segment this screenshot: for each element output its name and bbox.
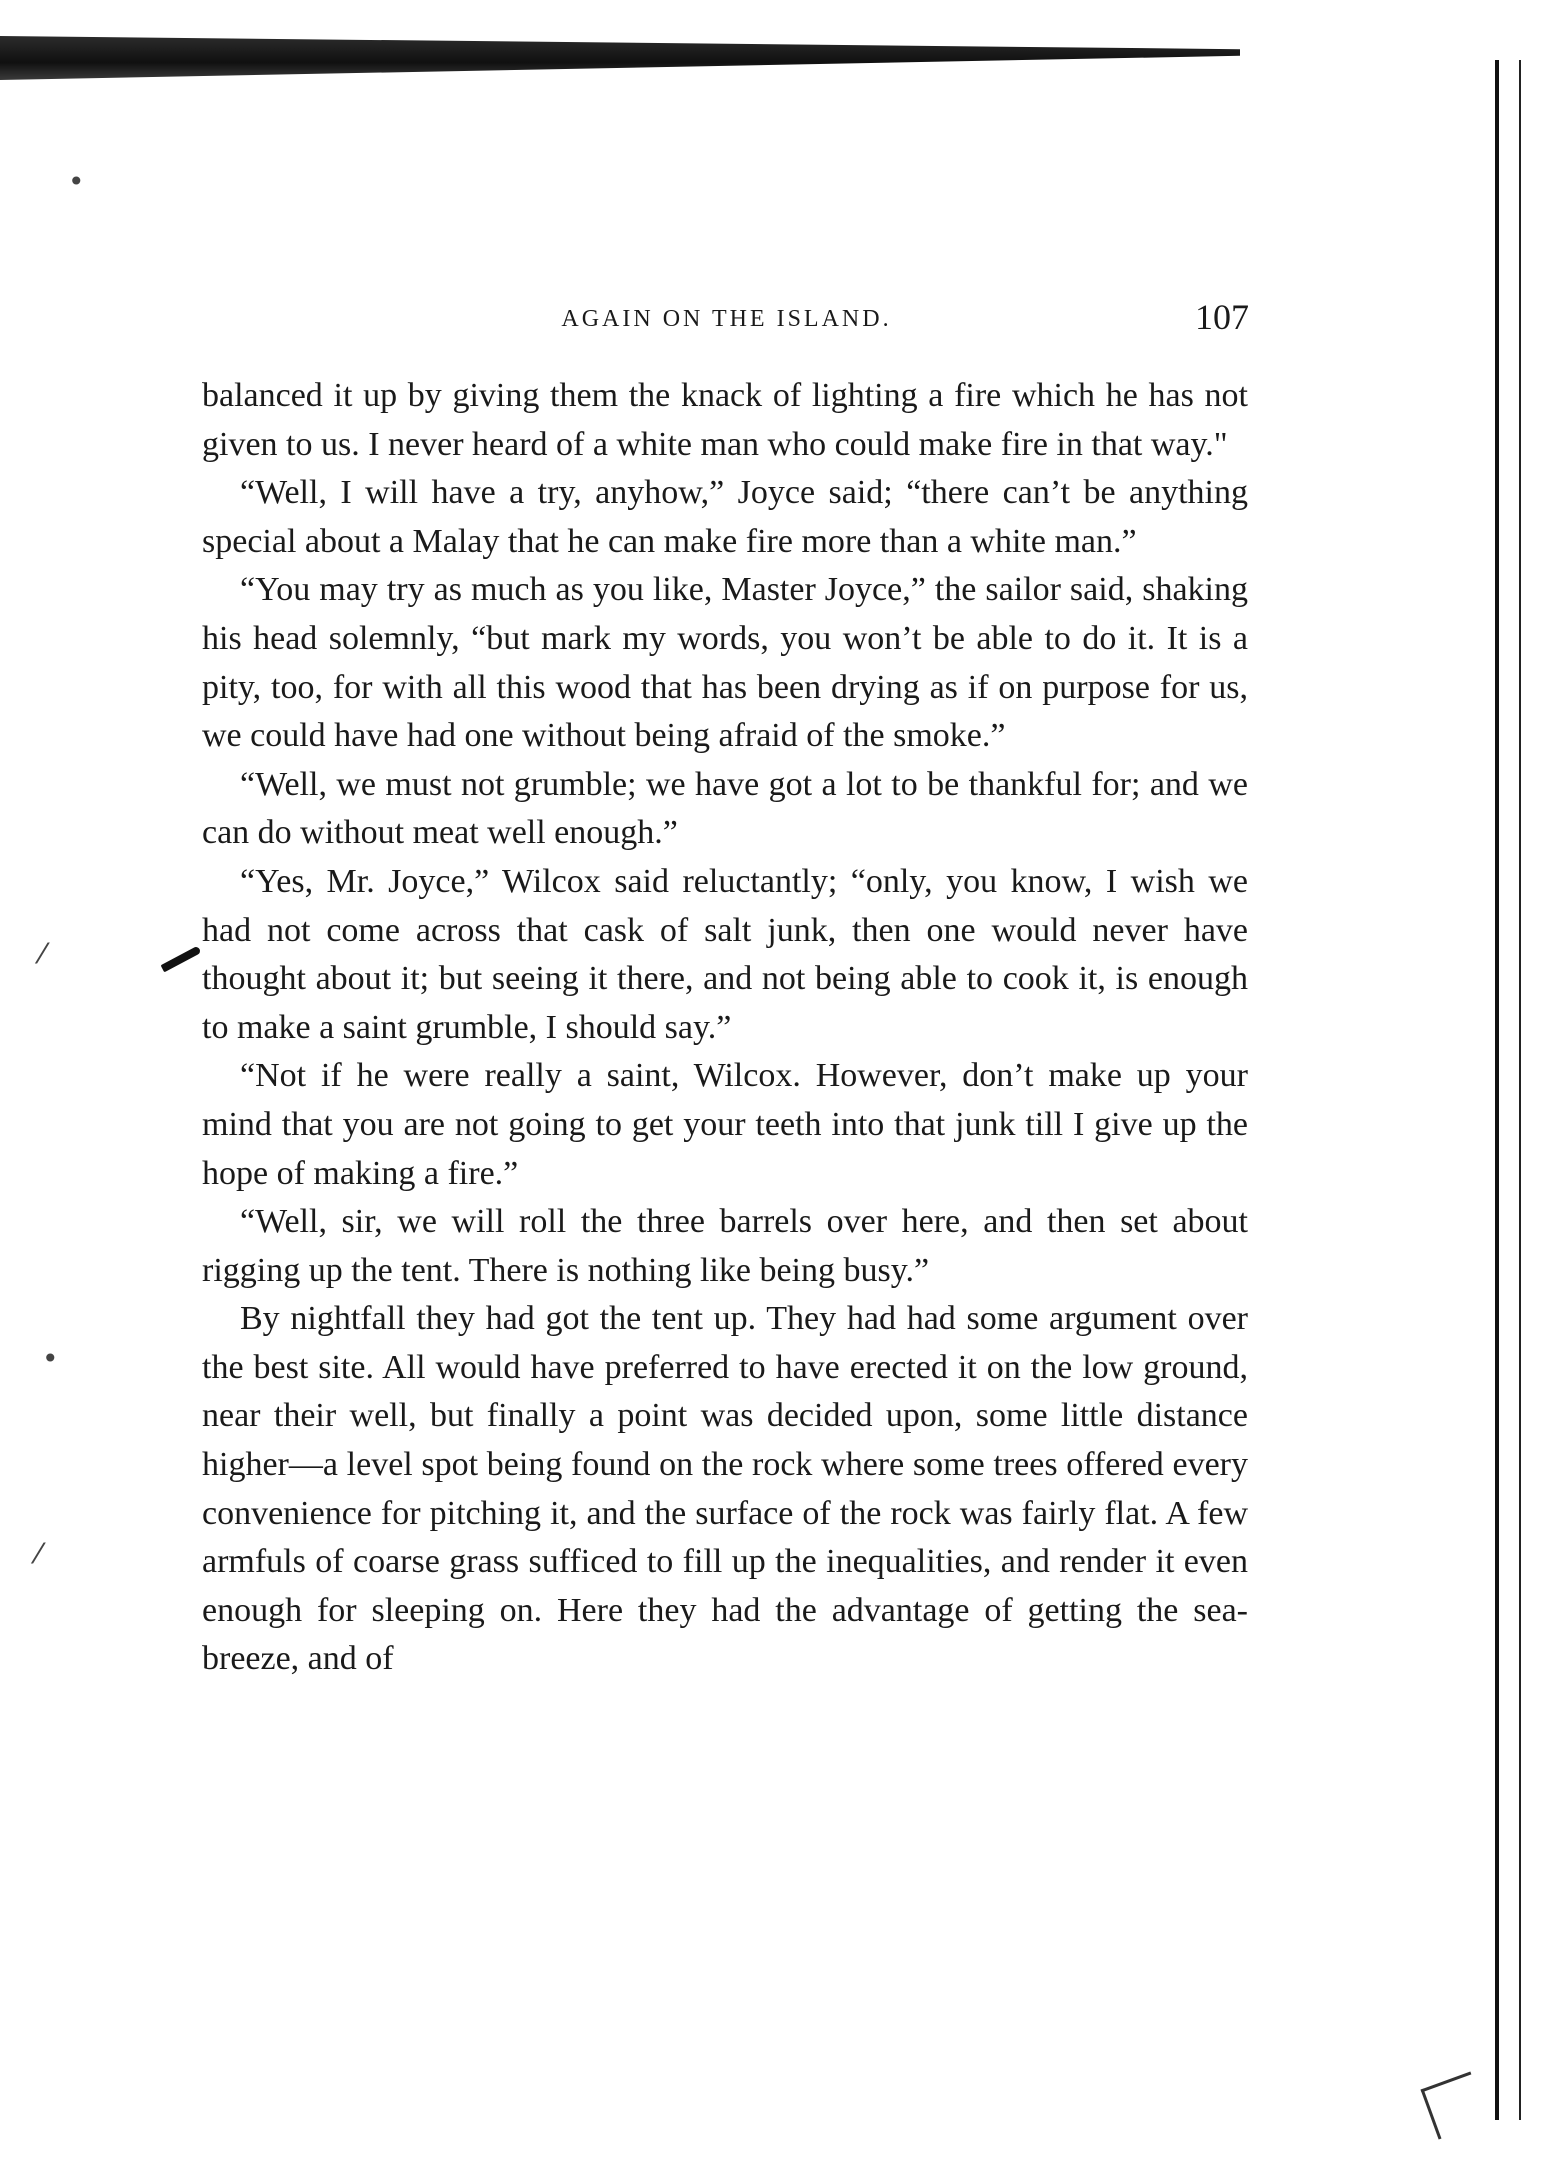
margin-tick-mark: ⁄	[40, 937, 45, 970]
paragraph: “You may try as much as you like, Master Joyce,” the sailor said, shaking his head solemnly, “but mark my words, you won’t be able to do it. It is a pity, too, for with all this wood that has been drying as if on purpose for us, we could have had one without being afraid of the smoke.”	[202, 571, 1248, 755]
margin-speck-mark: •	[68, 165, 85, 198]
paragraph: “Well, sir, we will roll the three barrels over here, and then set about rigging up the tent. There is nothing like being busy.”	[202, 1203, 1248, 1289]
page-binding-edge	[1495, 60, 1521, 2120]
paragraph: By nightfall they had got the tent up. They had had some argument over the best site. All would have preferred to have erected it on the low ground, near their well, but finally a point was decided upon, some little distance higher—a level spot being found on the rock where some trees offered every convenience for pitching it, and the surface of the rock was fairly flat. A few armfuls of coarse grass sufficed to fill up the inequalities, and render it even enough for sleeping on. Here they had the advantage of getting the sea-breeze, and of	[202, 1300, 1248, 1678]
paragraph: “Well, we must not grumble; we have got a lot to be thankful for; and we can do without meat well enough.”	[202, 765, 1248, 852]
margin-speck-mark: •	[42, 1342, 59, 1375]
scan-corner-mark	[1421, 2072, 1489, 2140]
paragraph: “Well, I will have a try, anyhow,” Joyce said; “there can’t be anything special about a Malay that he can make fire more than a white man.”	[202, 474, 1248, 560]
paragraph: balanced it up by giving them the knack of lighting a fire which he has not given to us. I never heard of a white man who could make fire in that way."	[202, 377, 1248, 463]
paragraph: “Not if he were really a saint, Wilcox. However, don’t make up your mind that you are not going to get your teeth into that junk till I give up the hope of making a fire.”	[202, 1057, 1248, 1192]
running-header	[204, 296, 1249, 346]
margin-tick-mark: ⁄	[36, 1537, 41, 1570]
running-title: AGAIN ON THE ISLAND.	[561, 306, 892, 332]
margin-ink-arrow-mark	[161, 946, 202, 973]
paragraph: “Yes, Mr. Joyce,” Wilcox said reluctantly; “only, you know, I wish we had not come across that cask of salt junk, then one would never have thought about it; but seeing it there, and not being able to cook it, is enough to make a saint grumble, I should say.”	[202, 862, 1248, 1046]
page-number: 107	[1195, 297, 1249, 337]
page-body-text	[202, 372, 1248, 1684]
scan-edge-shadow	[0, 36, 1240, 80]
